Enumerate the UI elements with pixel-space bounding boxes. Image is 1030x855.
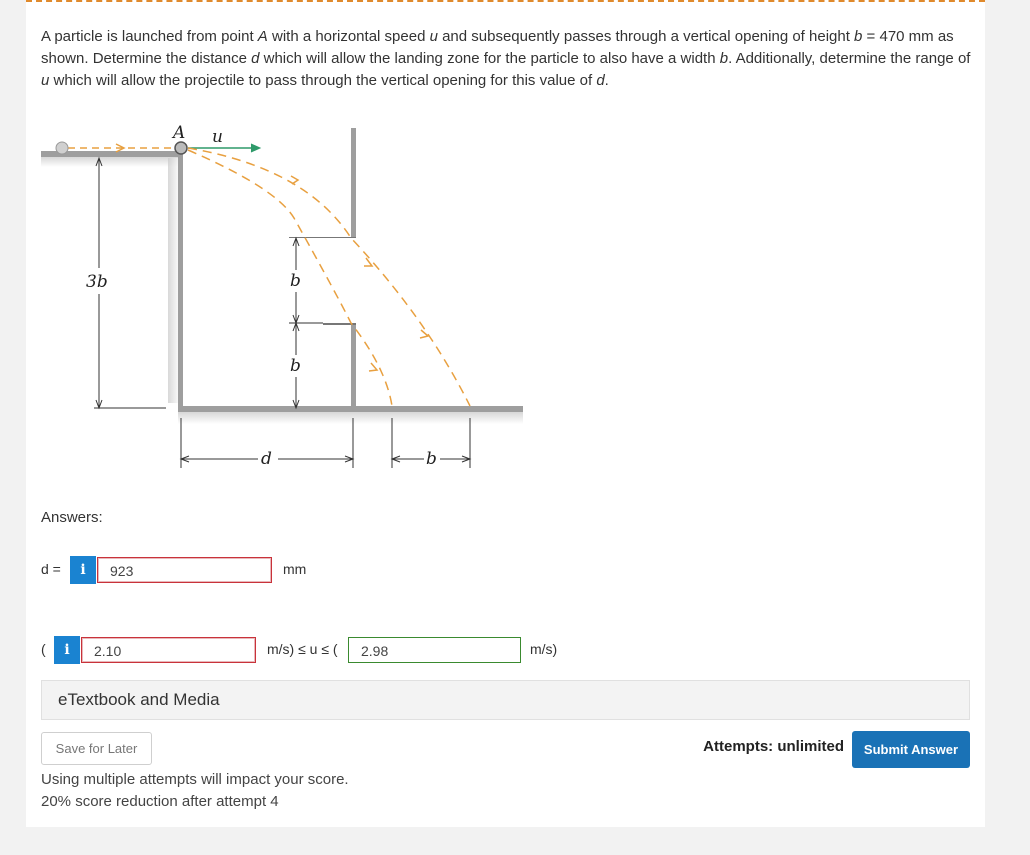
label-b-bottom: b xyxy=(290,356,301,376)
answers-label: Answers: xyxy=(41,509,103,526)
traj-arrow-3 xyxy=(369,363,377,371)
d-input[interactable]: 923 xyxy=(97,557,272,583)
attempt-note xyxy=(41,769,349,813)
save-for-later-button[interactable]: Save for Later xyxy=(41,732,152,765)
question-card xyxy=(26,0,985,827)
upper-barrier xyxy=(351,128,356,238)
label-b-zone: b xyxy=(426,449,437,469)
d-label: d = xyxy=(41,561,61,577)
lower-ground-shade xyxy=(178,412,523,424)
cliff-wall-shade xyxy=(168,158,178,403)
u-range-text: m/s) ≤ u ≤ ( xyxy=(267,641,338,657)
top-dashed-divider xyxy=(26,0,985,2)
upper-barrier-tick xyxy=(289,237,356,238)
attempts-label: Attempts: unlimited xyxy=(703,738,844,755)
label-u: u xyxy=(212,127,223,147)
label-d: d xyxy=(261,449,272,469)
label-A: A xyxy=(173,123,186,143)
problem-statement: A particle is launched from point A with a horizontal speed u and subsequently passes through a vertical opening of height b = 470 mm as shown. Determine the distance d which will allow the landing zone for the particle to also have a width b. Additionally, determine the range of u which will allow the projectile to pass through the vertical opening for this value of d. xyxy=(41,28,971,89)
attempt-note-line2: 20% score reduction after attempt 4 xyxy=(41,793,279,810)
particle-at-A xyxy=(175,142,187,154)
velocity-arrowhead xyxy=(251,144,260,152)
label-3b: 3b xyxy=(86,272,108,292)
trajectory-high xyxy=(188,148,470,406)
attempt-note-line1: Using multiple attempts will impact your score. xyxy=(41,771,349,788)
upper-ledge-shade xyxy=(41,157,182,167)
projectile-figure xyxy=(26,118,546,478)
open-paren: ( xyxy=(41,641,46,657)
label-b-top: b xyxy=(290,271,301,291)
info-icon-u[interactable]: i xyxy=(54,636,80,664)
lower-ground xyxy=(178,406,523,412)
traj-arrow-4 xyxy=(420,330,428,338)
d-unit: mm xyxy=(283,561,307,577)
etextbook-media-panel[interactable]: eTextbook and Media xyxy=(41,680,970,720)
u-min-input[interactable]: 2.10 xyxy=(81,637,256,663)
start-particle xyxy=(56,142,68,154)
submit-answer-button[interactable]: Submit Answer xyxy=(852,731,970,768)
info-icon-d[interactable]: i xyxy=(70,556,96,584)
traj-arrow-2 xyxy=(364,258,372,266)
u-max-input[interactable]: 2.98 xyxy=(348,637,521,663)
u-end-unit: m/s) xyxy=(530,641,558,657)
cliff-wall xyxy=(178,151,183,409)
lower-barrier xyxy=(351,323,356,408)
